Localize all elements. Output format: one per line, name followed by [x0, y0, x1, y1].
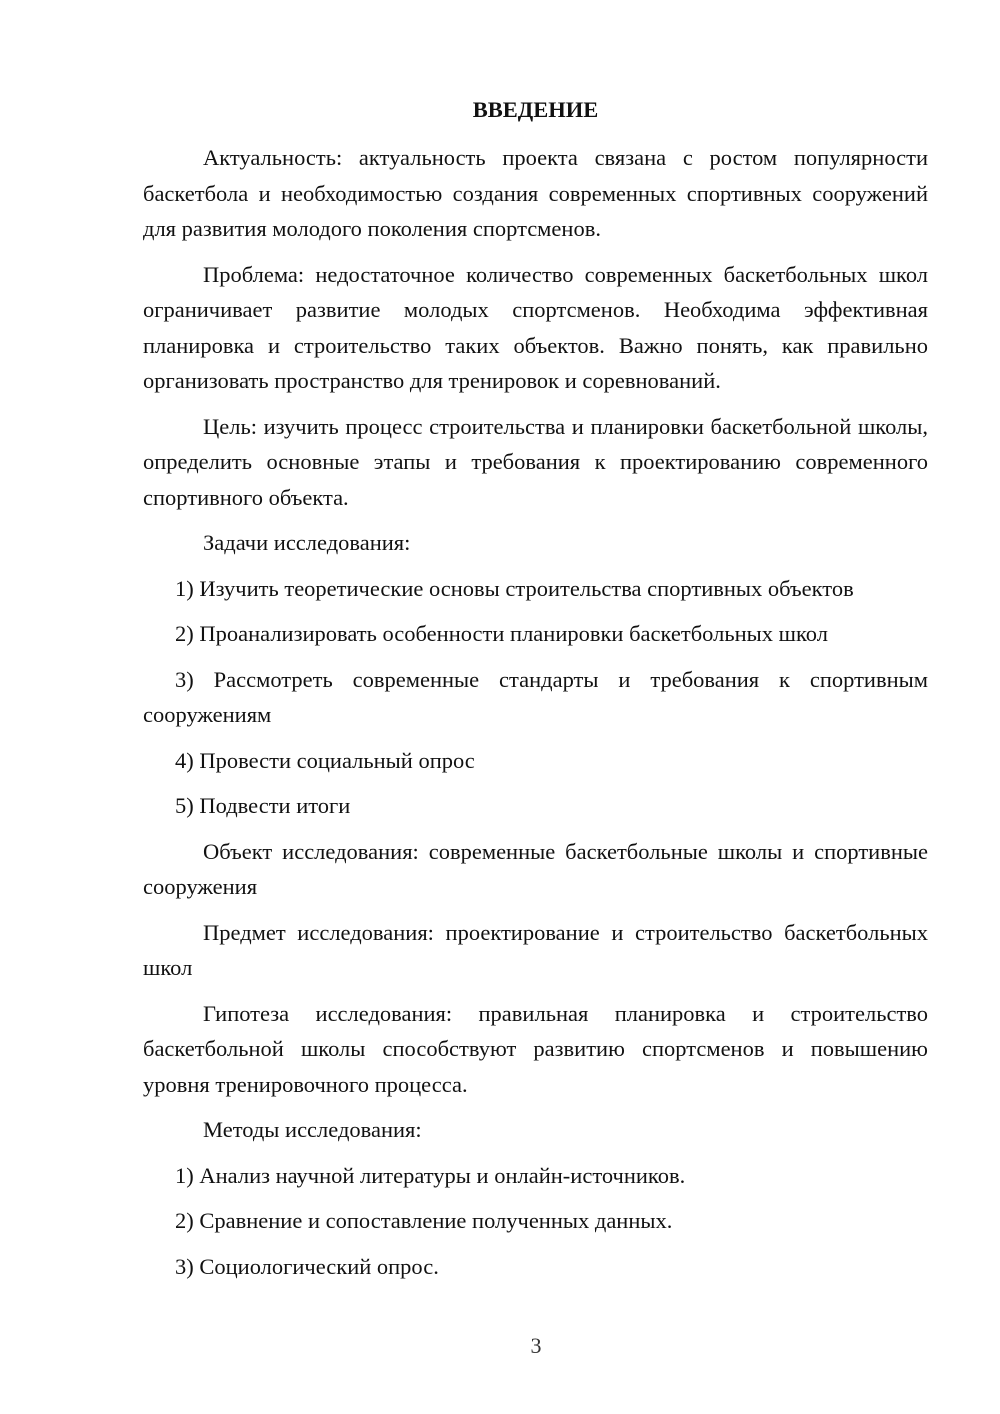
method-item-2: 2) Сравнение и сопоставление полученных данных. — [175, 1208, 673, 1233]
task-item-1: 1) Изучить теоретические основы строительства спортивных объектов — [175, 575, 854, 601]
task-item-3: 3) Рассмотреть современные стандарты и требования к спортивным сооружениям — [143, 666, 928, 727]
hypothesis-paragraph: Гипотеза исследования: правильная планировка и строительство баскетбольной школы способствуют развитию спортсменов и повышению уровня тренировочного процесса. — [143, 1000, 928, 1097]
task-item-2: 2) Проанализировать особенности планировки баскетбольных школ — [175, 621, 828, 646]
object-paragraph: Объект исследования: современные баскетбольные школы и спортивные сооружения — [143, 838, 928, 899]
subject-paragraph: Предмет исследования: проектирование и строительство баскетбольных школ — [143, 919, 928, 980]
method-item-3: 3) Социологический опрос. — [175, 1253, 439, 1279]
goal-paragraph: Цель: изучить процесс строительства и планировки баскетбольной школы, определить основные этапы и требования к проектированию современного спортивного объекта. — [143, 413, 928, 510]
problem-paragraph: Проблема: недостаточное количество современных баскетбольных школ ограничивает развитие молодых спортсменов. Необходима эффективная планировка и строительство таких объектов. Важно понять, как правильно организовать пространство для тренировок и соревнований. — [143, 261, 928, 393]
methods-heading: Методы исследования: — [203, 1117, 422, 1142]
document-body — [143, 94, 928, 1294]
tasks-heading: Задачи исследования: — [203, 530, 411, 555]
page-number: 3 — [530, 1333, 542, 1358]
page-title: ВВЕДЕНИЕ — [472, 97, 599, 122]
relevance-paragraph: Актуальность: актуальность проекта связана с ростом популярности баскетбола и необходимостью создания современных спортивных сооружений для развития молодого поколения спортсменов. — [143, 145, 928, 241]
method-item-1: 1) Анализ научной литературы и онлайн-источников. — [175, 1162, 686, 1188]
task-item-4: 4) Провести социальный опрос — [175, 747, 475, 773]
task-item-5: 5) Подвести итоги — [175, 793, 351, 818]
